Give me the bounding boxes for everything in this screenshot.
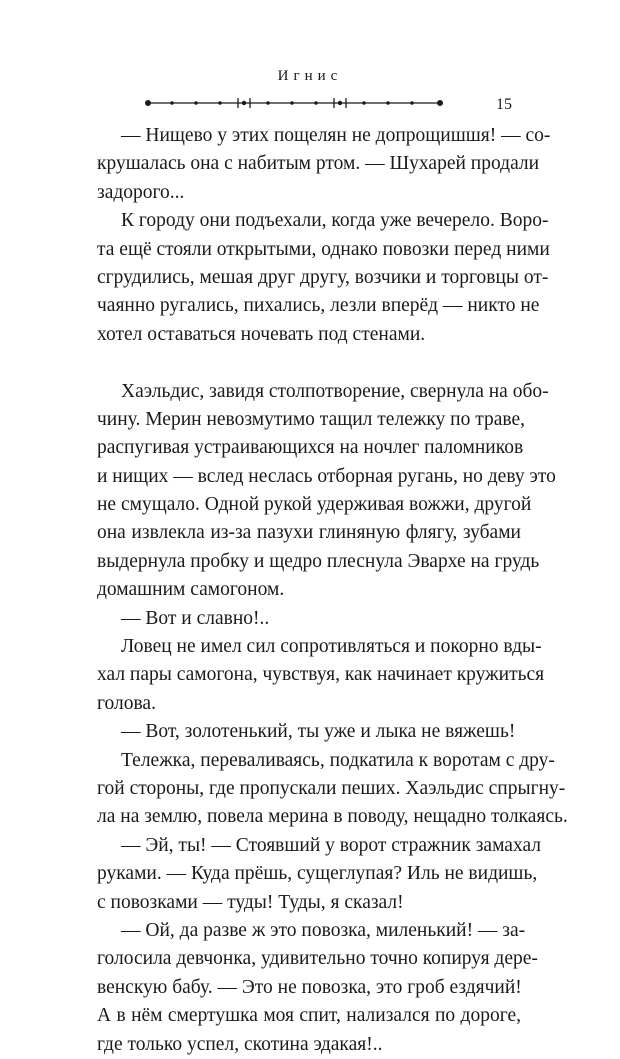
- text-line: Тележка, переваливаясь, подкатила к воротам с дру-: [121, 749, 555, 771]
- text-line: — Эй, ты! — Стоявший у ворот стражник замахал: [121, 834, 542, 856]
- running-title: Игнис: [277, 68, 343, 84]
- text-line: руками. — Куда прёшь, сущеглупая? Иль не видишь,: [97, 863, 538, 885]
- text-line: и нищих — вслед неслась отборная ругань, но деву это: [97, 465, 556, 487]
- section-break: [97, 349, 521, 377]
- text-line: чаянно ругались, пихались, лезли вперёд — никто не: [97, 295, 540, 317]
- text-line: с повозками — туды! Туды, я сказал!: [97, 891, 404, 913]
- text-line: где только успел, скотина эдакая!..: [97, 1033, 383, 1055]
- text-line: голосила девчонка, удивительно точно копируя дере-: [97, 948, 538, 970]
- text-line: крушалась она с набитым ртом. — Шухарей продали: [97, 153, 540, 175]
- text-line: гой стороны, где пропускали пеших. Хаэльдис спрыгну-: [97, 777, 566, 799]
- text-line: распугивая устраивающихся на ночлег паломников: [97, 437, 524, 459]
- text-line: Хаэльдис, завидя столпотворение, свернула на обо-: [121, 380, 549, 402]
- text-line: ла на землю, повела мерина в поводу, нещадно толкаясь.: [97, 806, 568, 828]
- text-line: венскую бабу. — Это не повозка, это гроб ездячий!: [97, 976, 522, 998]
- text-line: Ловец не имел сил сопротивляться и покорно вды-: [121, 636, 542, 658]
- text-line: — Вот и славно!..: [121, 607, 270, 629]
- text-line: она извлекла из-за пазухи глиняную флягу, зубами: [97, 522, 521, 544]
- text-line: сгрудились, мешая друг другу, возчики и торговцы от-: [97, 266, 549, 288]
- text-line: — Нищево у этих пощелян не допрощишшя! — со-: [121, 125, 551, 146]
- text-line: — Вот, золотенький, ты уже и лыка не вяжешь!: [121, 721, 516, 743]
- text-line: А в нём смертушка моя спит, нализался по дороге,: [97, 1005, 521, 1027]
- dotted-rule-ornament-icon: [144, 96, 444, 110]
- text-line: хотел оставаться ночевать под стенами.: [97, 323, 426, 345]
- text-line: не смущало. Одной рукой удерживая вожжи, другой: [97, 494, 532, 516]
- text-line: выдернула пробку и щедро плеснула Эвархе на грудь: [97, 550, 540, 572]
- text-line: домашним самогоном.: [97, 579, 285, 601]
- text-line: задорого...: [97, 181, 185, 203]
- text-line: — Ой, да разве ж это повозка, миленький! — за-: [121, 919, 526, 941]
- text-line: хал пары самогона, чувствуя, как начинает кружиться: [97, 664, 545, 686]
- text-line: голова.: [97, 692, 156, 714]
- text-line: та ещё стояли открытыми, однако повозки перед ними: [97, 238, 550, 260]
- text-line: К городу они подъехали, когда уже вечерело. Воро-: [121, 210, 549, 232]
- text-line: чину. Мерин невозмутимо тащил тележку по траве,: [97, 408, 525, 430]
- page-number: 15: [496, 96, 512, 113]
- body-text: [97, 122, 568, 1059]
